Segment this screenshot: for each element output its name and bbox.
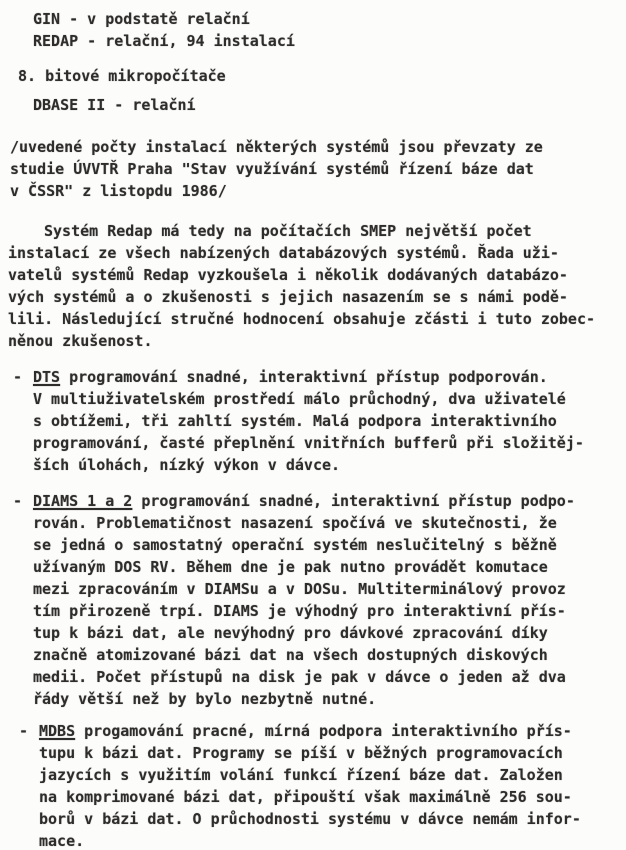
term-dts: DTS bbox=[33, 368, 61, 386]
bullet-line: tupu k bázi dat. Programy se píší v běžných programovacích bbox=[39, 744, 563, 762]
paragraph-line: lili. Následující stručné hodnocení obsahuje zčásti i tuto zobec- bbox=[8, 310, 595, 328]
paragraph-line: instalací ze všech nabízených databázových systémů. Řada uži- bbox=[8, 244, 559, 262]
list-item-dbase: DBASE II - relační bbox=[33, 96, 196, 114]
bullet-line: mezi zpracováním v DIAMSu a v DOSu. Multiterminálový provoz bbox=[33, 580, 566, 598]
paragraph-line: něnou zkušenost. bbox=[8, 332, 153, 350]
bullet-line: užívaným DOS RV. Během dne je pak nutno provádět komutace bbox=[33, 558, 548, 576]
source-note bbox=[10, 136, 626, 202]
bullet-line: se jedná o samostatný operační systém neslučitelný s běžně bbox=[33, 536, 557, 554]
bullet-line: medii. Počet přístupů na disk je pak v dávce o jeden až dva bbox=[33, 668, 566, 686]
note-line: v ČSSR" z listopdu 1986/ bbox=[10, 182, 227, 200]
bullet-line: borů v bázi dat. O průchodnosti systému v dávce nemám infor- bbox=[39, 810, 581, 828]
bullet-first-line bbox=[13, 490, 626, 512]
bullet-line: značně atomizované bázi dat na všech dostupných diskových bbox=[33, 646, 548, 664]
bullet-line: jazycích s využitím volání funkcí řízení báze dat. Založen bbox=[39, 766, 563, 784]
bullet-text: programování snadné, interaktivní přístup podpo- bbox=[132, 492, 575, 510]
bullet-line: řády větší než by bylo nezbytně nutné. bbox=[33, 690, 377, 708]
bullet-line: programování, časté přeplnění vnitřních bufferů při složitěj- bbox=[33, 434, 584, 452]
paragraph-line: Systém Redap má tedy na počítačích SMEP největší počet bbox=[44, 222, 532, 240]
bullet-line: ších úlohách, nízký výkon v dávce. bbox=[33, 456, 341, 474]
note-line: studie ÚVVTŘ Praha "Stav využívání systémů řízení báze dat bbox=[10, 160, 534, 178]
bullet-line: na komprimované bázi dat, připouští však maximálně 256 sou- bbox=[39, 788, 572, 806]
bullet-first-line bbox=[13, 366, 626, 388]
system-list bbox=[8, 8, 626, 52]
bullet-line: mace. bbox=[39, 832, 85, 850]
body-paragraph bbox=[8, 220, 626, 352]
bullet-line: V multiuživatelském prostředí málo průchodný, dva uživatelé bbox=[33, 390, 566, 408]
bullet-text: programování snadné, interaktivní přístup podporován. bbox=[60, 368, 548, 386]
bullet-item-diams bbox=[8, 490, 626, 710]
dash-marker: - bbox=[13, 368, 23, 386]
bullet-item-dts bbox=[8, 366, 626, 476]
section-heading: 8. bitové mikropočítače bbox=[18, 67, 226, 85]
bullet-line: tup k bázi dat, ale nevýhodný pro dávkové zpracování díky bbox=[33, 624, 548, 642]
dash-marker: - bbox=[13, 492, 23, 510]
paragraph-line: vých systémů a o zkušenosti s jejich nasazením se s námi podě- bbox=[8, 288, 568, 306]
term-diams: DIAMS 1 a 2 bbox=[33, 492, 133, 510]
bullet-first-line bbox=[19, 720, 626, 742]
bullet-text: progamování pracné, mírná podpora interaktivního přís- bbox=[75, 722, 572, 740]
term-mdbs: MDBS bbox=[39, 722, 76, 740]
list-item-gin: GIN - v podstatě relační bbox=[33, 10, 250, 28]
list-item-redap: REDAP - relační, 94 instalací bbox=[33, 32, 295, 50]
paragraph-line: vatelů systémů Redap vyzkoušela i několik dodávaných databázo- bbox=[8, 266, 568, 284]
bullet-line: s obtížemi, tři zahltí systém. Malá podpora interaktivního bbox=[33, 412, 557, 430]
bullet-item-mdbs bbox=[8, 720, 626, 850]
note-line: /uvedené počty instalací některých systémů jsou převzaty ze bbox=[10, 138, 543, 156]
dash-marker: - bbox=[19, 722, 29, 740]
bullet-line: tím přirozeně trpí. DIAMS je výhodný pro interaktivní přís- bbox=[33, 602, 566, 620]
bullet-line: rován. Problematičnost nasazení spočívá ve skutečnosti, že bbox=[33, 514, 557, 532]
